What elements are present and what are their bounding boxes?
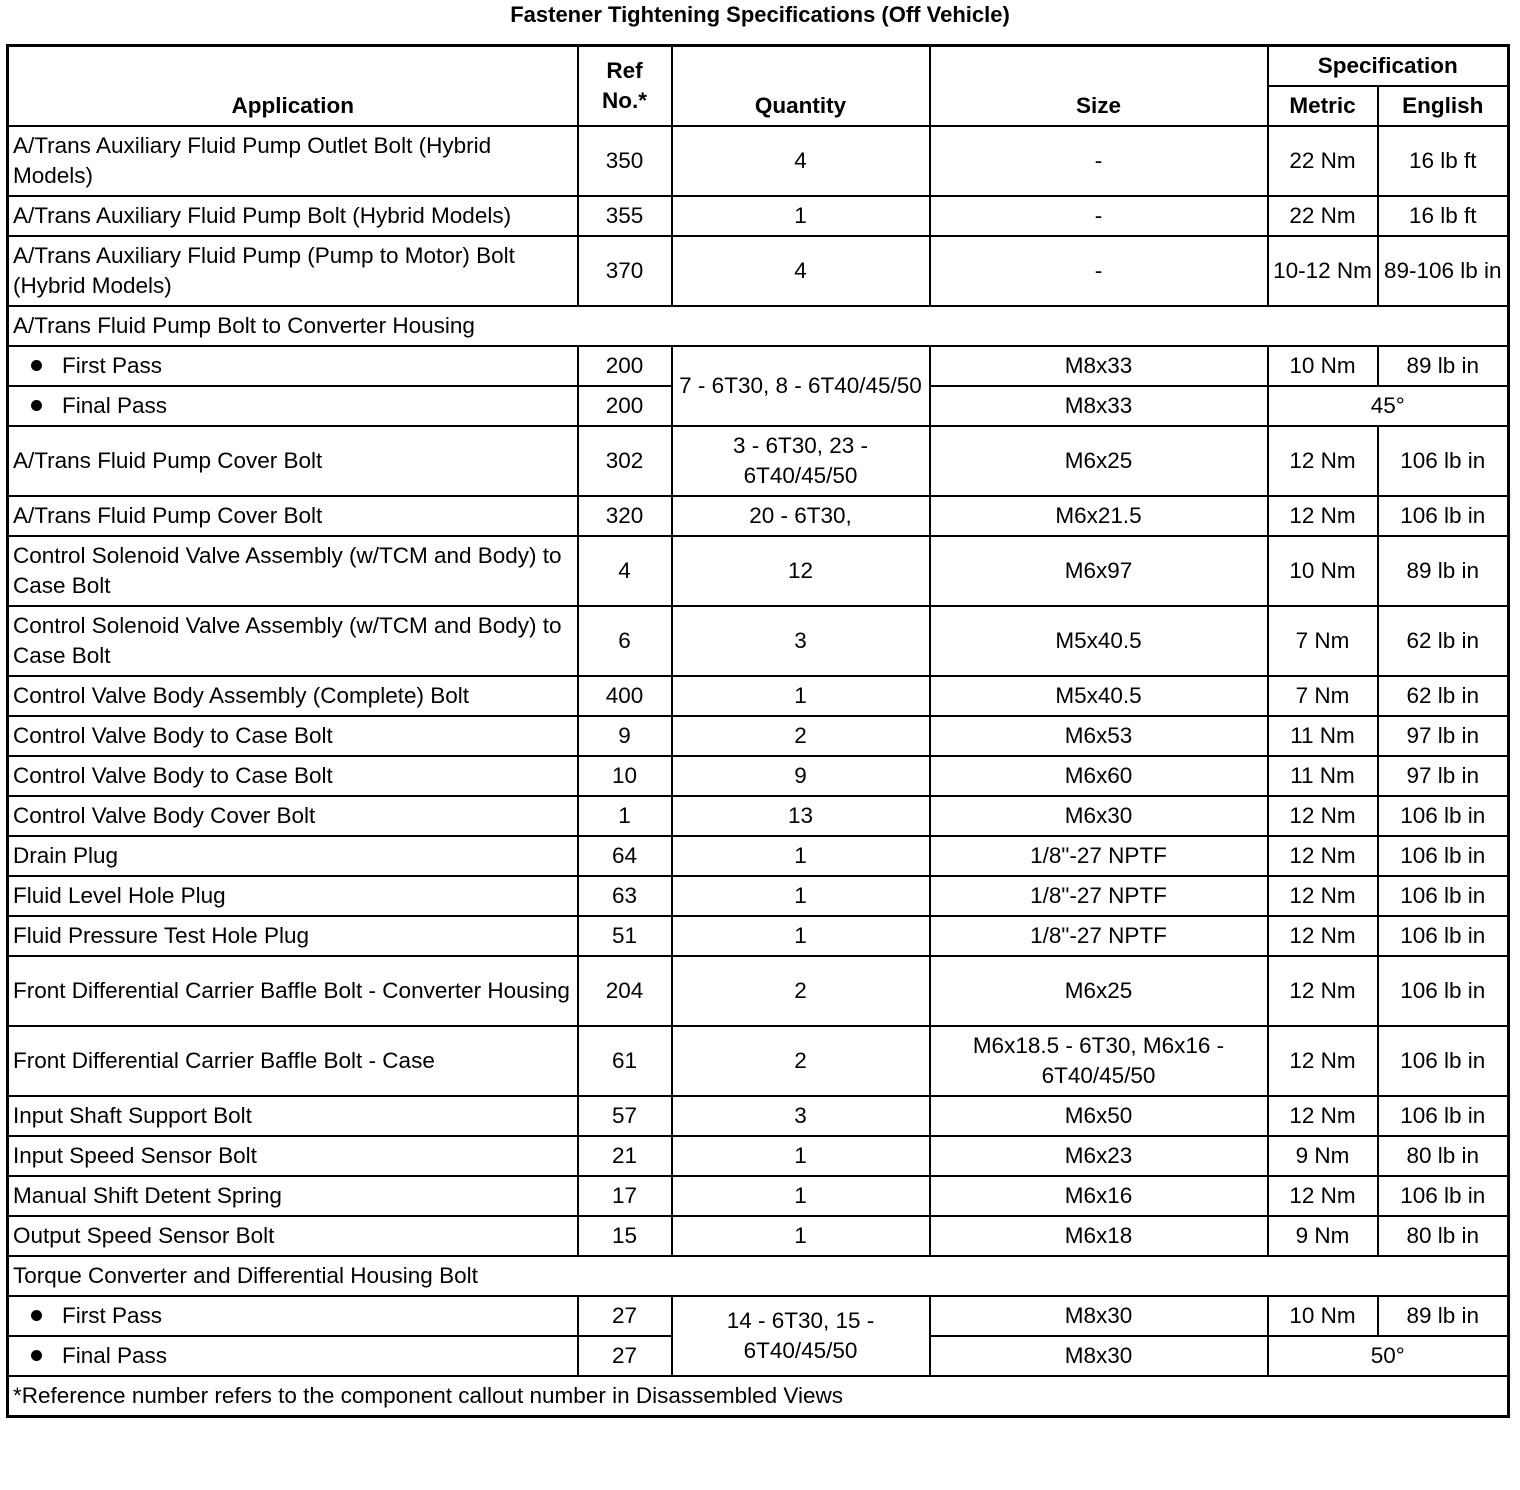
header-ref-no: Ref No.* [578,46,672,127]
cell-application-text: First Pass [62,353,163,378]
cell-size: M6x18 [930,1216,1268,1256]
group-row [8,1256,1509,1296]
cell-application: Control Valve Body to Case Bolt [8,756,578,796]
cell-size: M6x50 [930,1096,1268,1136]
cell-size: M6x97 [930,536,1268,606]
cell-quantity: 1 [672,1176,930,1216]
cell-metric: 11 Nm [1268,716,1378,756]
cell-application: Control Valve Body Cover Bolt [8,796,578,836]
cell-application: Front Differential Carrier Baffle Bolt - Converter Housing [8,956,578,1026]
cell-english: 106 lb in [1378,876,1509,916]
table-row [8,606,1509,676]
cell-quantity: 14 - 6T30, 15 - 6T40/45/50 [672,1296,930,1376]
cell-size: M5x40.5 [930,606,1268,676]
table-row [8,676,1509,716]
table-row [8,1136,1509,1176]
cell-quantity: 2 [672,716,930,756]
cell-ref: 57 [578,1096,672,1136]
cell-english: 16 lb ft [1378,196,1509,236]
cell-angle: 45° [1268,386,1509,426]
cell-quantity: 4 [672,126,930,196]
cell-english: 80 lb in [1378,1216,1509,1256]
cell-metric: 12 Nm [1268,1096,1378,1136]
cell-ref: 355 [578,196,672,236]
bullet-icon [31,360,42,371]
table-row [8,716,1509,756]
group-heading: A/Trans Fluid Pump Bolt to Converter Housing [8,306,1509,346]
cell-application: Front Differential Carrier Baffle Bolt - Case [8,1026,578,1096]
cell-english: 16 lb ft [1378,126,1509,196]
cell-size: M6x53 [930,716,1268,756]
cell-ref: 21 [578,1136,672,1176]
table-row [8,1216,1509,1256]
header-application: Application [8,46,578,127]
cell-metric: 12 Nm [1268,496,1378,536]
cell-size: M8x30 [930,1296,1268,1336]
cell-size: M6x18.5 - 6T30, M6x16 - 6T40/45/50 [930,1026,1268,1096]
cell-ref: 302 [578,426,672,496]
cell-ref: 64 [578,836,672,876]
cell-quantity: 1 [672,836,930,876]
cell-application-text: Final Pass [62,393,168,418]
cell-quantity: 1 [672,196,930,236]
cell-size: M8x33 [930,346,1268,386]
cell-application [8,386,578,426]
cell-metric: 12 Nm [1268,426,1378,496]
cell-metric: 9 Nm [1268,1136,1378,1176]
cell-application [8,1336,578,1376]
cell-english: 106 lb in [1378,496,1509,536]
cell-application: A/Trans Auxiliary Fluid Pump Bolt (Hybrid Models) [8,196,578,236]
cell-size: - [930,236,1268,306]
cell-english: 62 lb in [1378,606,1509,676]
table-row [8,536,1509,606]
cell-ref: 61 [578,1026,672,1096]
cell-quantity: 7 - 6T30, 8 - 6T40/45/50 [672,346,930,426]
cell-metric: 10 Nm [1268,1296,1378,1336]
cell-ref: 320 [578,496,672,536]
cell-application: Control Valve Body Assembly (Complete) Bolt [8,676,578,716]
cell-english: 106 lb in [1378,1026,1509,1096]
cell-quantity: 3 [672,1096,930,1136]
table-row [8,346,1509,386]
cell-ref: 15 [578,1216,672,1256]
cell-metric: 7 Nm [1268,676,1378,716]
header-english: English [1378,86,1509,126]
cell-size: 1/8"-27 NPTF [930,836,1268,876]
cell-ref: 200 [578,346,672,386]
table-row [8,1176,1509,1216]
group-row [8,306,1509,346]
cell-english: 62 lb in [1378,676,1509,716]
cell-english: 89 lb in [1378,346,1509,386]
page-title: Fastener Tightening Specifications (Off Vehicle) [510,2,1010,27]
cell-english: 106 lb in [1378,426,1509,496]
cell-application-text: Final Pass [62,1343,168,1368]
bullet-icon [31,1350,42,1361]
cell-application: Fluid Level Hole Plug [8,876,578,916]
cell-english: 80 lb in [1378,1136,1509,1176]
header-quantity: Quantity [672,46,930,127]
spec-table [6,44,1510,1418]
cell-ref: 27 [578,1336,672,1376]
cell-ref: 200 [578,386,672,426]
table-header [8,46,1509,127]
cell-quantity: 1 [672,876,930,916]
cell-size: - [930,126,1268,196]
cell-metric: 12 Nm [1268,956,1378,1026]
cell-size: - [930,196,1268,236]
cell-size: M8x33 [930,386,1268,426]
cell-ref: 51 [578,916,672,956]
cell-angle: 50° [1268,1336,1509,1376]
cell-english: 106 lb in [1378,1176,1509,1216]
bullet-icon [31,400,42,411]
cell-application: Control Solenoid Valve Assembly (w/TCM and Body) to Case Bolt [8,536,578,606]
cell-quantity: 1 [672,1136,930,1176]
cell-quantity: 20 - 6T30, [672,496,930,536]
cell-quantity: 1 [672,916,930,956]
cell-metric: 12 Nm [1268,1176,1378,1216]
table-row [8,836,1509,876]
cell-metric: 10 Nm [1268,346,1378,386]
footnote-row [8,1376,1509,1417]
table-row [8,916,1509,956]
table-row [8,196,1509,236]
cell-quantity: 2 [672,1026,930,1096]
cell-application [8,346,578,386]
cell-application: Manual Shift Detent Spring [8,1176,578,1216]
group-heading: Torque Converter and Differential Housing Bolt [8,1256,1509,1296]
cell-application: A/Trans Auxiliary Fluid Pump (Pump to Motor) Bolt (Hybrid Models) [8,236,578,306]
cell-ref: 27 [578,1296,672,1336]
table-row [8,756,1509,796]
table-row [8,876,1509,916]
table-row [8,1026,1509,1096]
cell-quantity: 1 [672,676,930,716]
cell-size: M6x25 [930,426,1268,496]
cell-metric: 22 Nm [1268,126,1378,196]
cell-metric: 9 Nm [1268,1216,1378,1256]
cell-metric: 12 Nm [1268,796,1378,836]
header-metric: Metric [1268,86,1378,126]
cell-ref: 1 [578,796,672,836]
cell-size: M5x40.5 [930,676,1268,716]
cell-english: 89 lb in [1378,1296,1509,1336]
cell-application: Drain Plug [8,836,578,876]
cell-quantity: 4 [672,236,930,306]
cell-ref: 17 [578,1176,672,1216]
cell-application: A/Trans Fluid Pump Cover Bolt [8,496,578,536]
cell-metric: 10 Nm [1268,536,1378,606]
cell-application: A/Trans Auxiliary Fluid Pump Outlet Bolt (Hybrid Models) [8,126,578,196]
cell-ref: 6 [578,606,672,676]
cell-metric: 12 Nm [1268,876,1378,916]
cell-english: 106 lb in [1378,836,1509,876]
cell-ref: 10 [578,756,672,796]
cell-english: 97 lb in [1378,756,1509,796]
table-row [8,126,1509,196]
cell-size: M6x16 [930,1176,1268,1216]
cell-application: Control Valve Body to Case Bolt [8,716,578,756]
cell-english: 106 lb in [1378,1096,1509,1136]
cell-english: 89-106 lb in [1378,236,1509,306]
footnote: *Reference number refers to the component callout number in Disassembled Views [8,1376,1509,1417]
cell-size: 1/8"-27 NPTF [930,876,1268,916]
cell-size: M8x30 [930,1336,1268,1376]
table-row [8,796,1509,836]
cell-english: 106 lb in [1378,916,1509,956]
cell-size: M6x21.5 [930,496,1268,536]
cell-quantity: 9 [672,756,930,796]
cell-metric: 12 Nm [1268,916,1378,956]
cell-ref: 400 [578,676,672,716]
cell-size: M6x30 [930,796,1268,836]
cell-quantity: 12 [672,536,930,606]
header-size: Size [930,46,1268,127]
table-row [8,496,1509,536]
cell-english: 97 lb in [1378,716,1509,756]
cell-metric: 12 Nm [1268,836,1378,876]
cell-ref: 370 [578,236,672,306]
cell-application: Control Solenoid Valve Assembly (w/TCM and Body) to Case Bolt [8,606,578,676]
cell-ref: 4 [578,536,672,606]
cell-size: M6x60 [930,756,1268,796]
cell-metric: 12 Nm [1268,1026,1378,1096]
cell-quantity: 13 [672,796,930,836]
cell-application: A/Trans Fluid Pump Cover Bolt [8,426,578,496]
cell-metric: 11 Nm [1268,756,1378,796]
bullet-icon [31,1310,42,1321]
cell-ref: 63 [578,876,672,916]
cell-metric: 22 Nm [1268,196,1378,236]
table-row [8,956,1509,1026]
cell-english: 106 lb in [1378,956,1509,1026]
cell-application [8,1296,578,1336]
cell-english: 106 lb in [1378,796,1509,836]
cell-application: Fluid Pressure Test Hole Plug [8,916,578,956]
cell-size: M6x25 [930,956,1268,1026]
cell-metric: 7 Nm [1268,606,1378,676]
cell-application: Output Speed Sensor Bolt [8,1216,578,1256]
cell-quantity: 3 [672,606,930,676]
cell-quantity: 1 [672,1216,930,1256]
cell-english: 89 lb in [1378,536,1509,606]
cell-application: Input Shaft Support Bolt [8,1096,578,1136]
table-row [8,1296,1509,1336]
table-row [8,426,1509,496]
cell-size: 1/8"-27 NPTF [930,916,1268,956]
cell-ref: 350 [578,126,672,196]
cell-application: Input Speed Sensor Bolt [8,1136,578,1176]
cell-metric: 10-12 Nm [1268,236,1378,306]
cell-quantity: 2 [672,956,930,1026]
table-row [8,236,1509,306]
cell-size: M6x23 [930,1136,1268,1176]
table-row [8,1096,1509,1136]
header-specification: Specification [1268,46,1509,87]
cell-ref: 204 [578,956,672,1026]
cell-ref: 9 [578,716,672,756]
cell-quantity: 3 - 6T30, 23 - 6T40/45/50 [672,426,930,496]
cell-application-text: First Pass [62,1303,163,1328]
